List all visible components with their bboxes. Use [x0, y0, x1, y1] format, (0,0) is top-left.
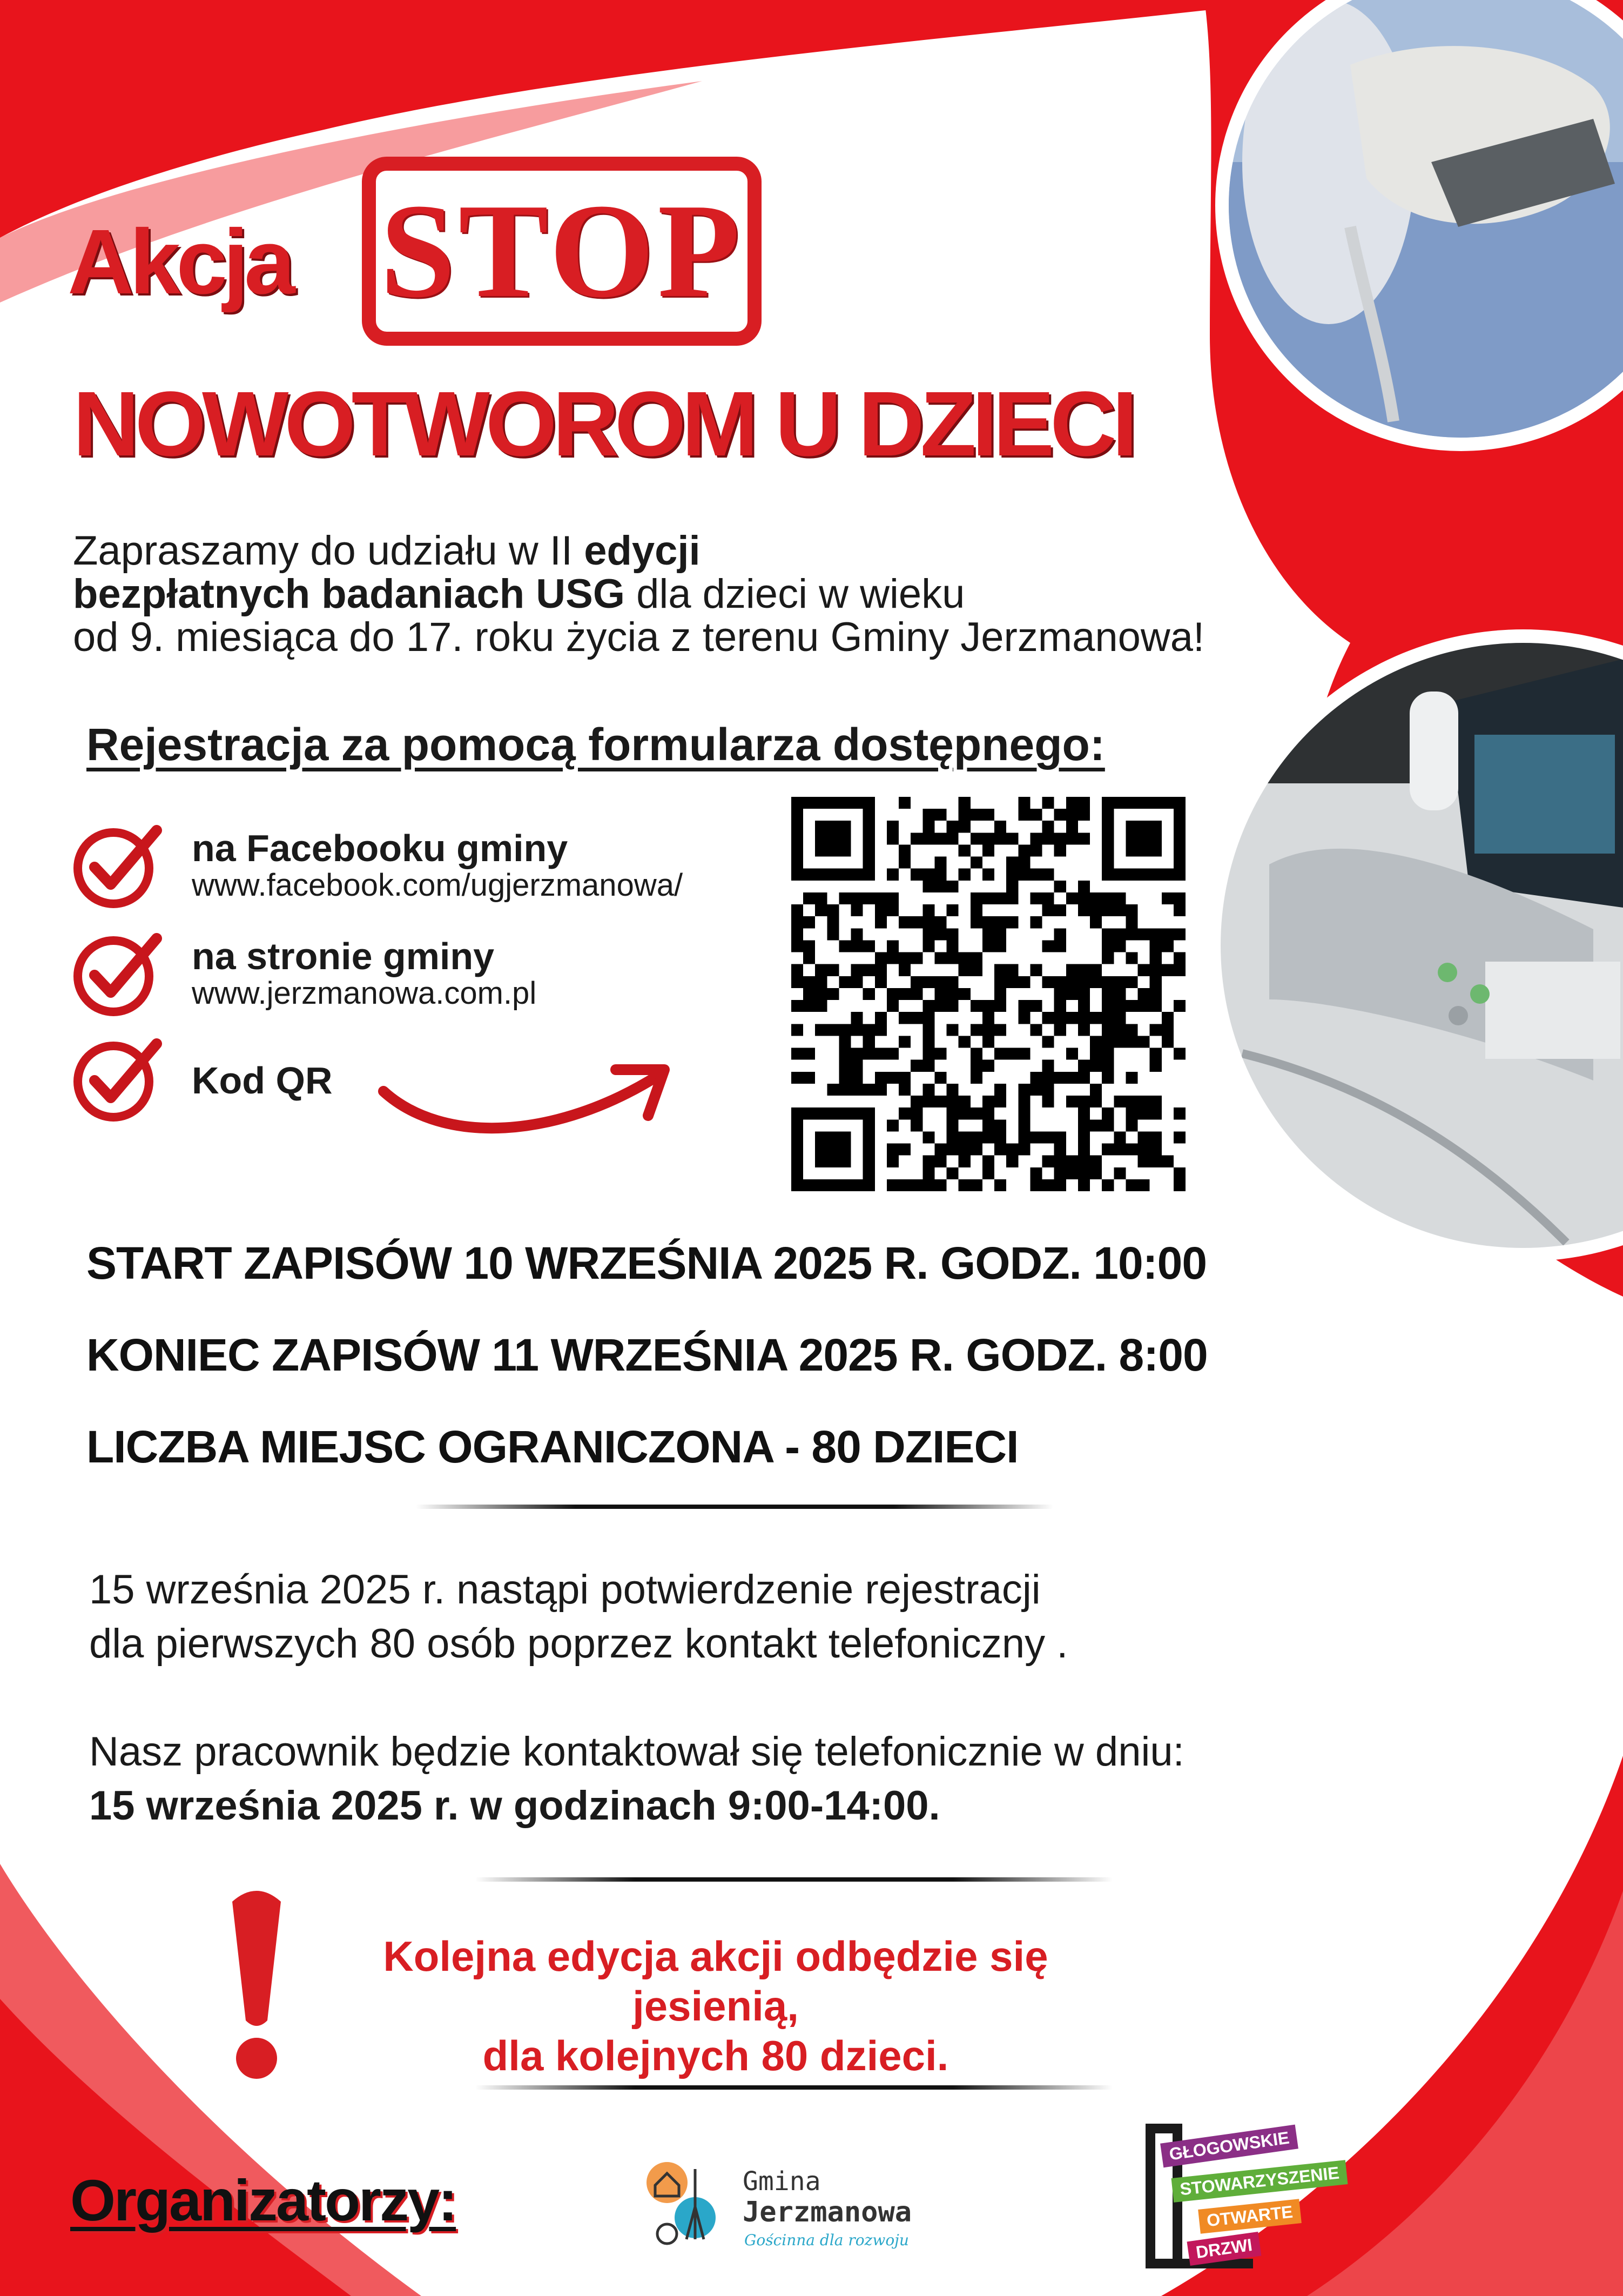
organizers-label: Organizatorzy: — [70, 2167, 456, 2233]
gmina-logo-icon — [645, 2158, 716, 2255]
item-facebook-url[interactable]: www.facebook.com/ugjerzmanowa/ — [192, 868, 683, 903]
stop-stamp — [362, 157, 762, 346]
next-edition-notice — [324, 1931, 1107, 2080]
contact-date: 15 września 2025 r. w godzinach 9:00-14:00. — [89, 1783, 940, 1829]
arrow-icon — [378, 1043, 681, 1151]
intro-line1b: edycji — [584, 528, 701, 574]
divider — [416, 1505, 1053, 1509]
end-registration: KONIEC ZAPISÓW 11 WRZEŚNIA 2025 R. GODZ. 8:00 — [86, 1330, 1208, 1380]
headline-akcja: Akcja — [68, 211, 291, 313]
confirmation-line2: dla pierwszych 80 osób poprzez kontakt telefoniczny . — [89, 1621, 1068, 1667]
item-qr-title: Kod QR — [192, 1059, 333, 1102]
gmina-name: Jerzmanowa — [743, 2196, 912, 2228]
check-circle-icon — [70, 818, 162, 910]
exclamation-icon — [227, 1885, 286, 2080]
notice-line2: dla kolejnych 80 dzieci. — [482, 2032, 949, 2079]
gmina-small: Gmina — [743, 2166, 821, 2197]
places-limit: LICZBA MIEJSC OGRANICZONA - 80 DZIECI — [86, 1421, 1019, 1472]
check-circle-icon — [70, 1032, 162, 1124]
gmina-slogan: Gościnna dla rozwoju — [744, 2231, 909, 2249]
assoc-word1: GŁOGOWSKIE — [1160, 2125, 1298, 2168]
item-website-title: na stronie gminy — [192, 935, 495, 977]
divider — [475, 2085, 1113, 2090]
divider — [475, 1877, 1113, 1882]
contact-line1: Nasz pracownik będzie kontaktował się telefonicznie w dniu: — [89, 1729, 1184, 1775]
intro-paragraph — [73, 529, 1204, 659]
intro-line2a: bezpłatnych badaniach USG — [73, 571, 625, 617]
association-logo — [1145, 2118, 1377, 2274]
check-circle-icon — [70, 927, 162, 1018]
qr-code[interactable] — [791, 797, 1186, 1191]
start-registration: START ZAPISÓW 10 WRZEŚNIA 2025 R. GODZ. 10:00 — [86, 1238, 1207, 1288]
confirmation-line1: 15 września 2025 r. nastąpi potwierdzenie rejestracji — [89, 1567, 1041, 1613]
assoc-word4: DRZWI — [1187, 2232, 1262, 2266]
notice-line1: Kolejna edycja akcji odbędzie się jesienią, — [383, 1932, 1048, 2030]
stop-text: STOP — [380, 176, 744, 326]
registration-title: Rejestracja za pomocą formularza dostępnego: — [86, 719, 1105, 770]
assoc-word3: OTWARTE — [1198, 2199, 1302, 2233]
intro-line2b: dla dzieci w wieku — [625, 571, 965, 617]
intro-line3: od 9. miesiąca do 17. roku życia z terenu Gminy Jerzmanowa! — [73, 614, 1205, 660]
item-website-url[interactable]: www.jerzmanowa.com.pl — [192, 976, 537, 1011]
intro-line1a: Zapraszamy do udziału w II — [73, 528, 584, 574]
item-facebook-title: na Facebooku gminy — [192, 827, 568, 869]
headline-title: NOWOTWOROM U DZIECI — [73, 373, 1134, 475]
assoc-word2: STOWARZYSZENIE — [1171, 2160, 1348, 2203]
